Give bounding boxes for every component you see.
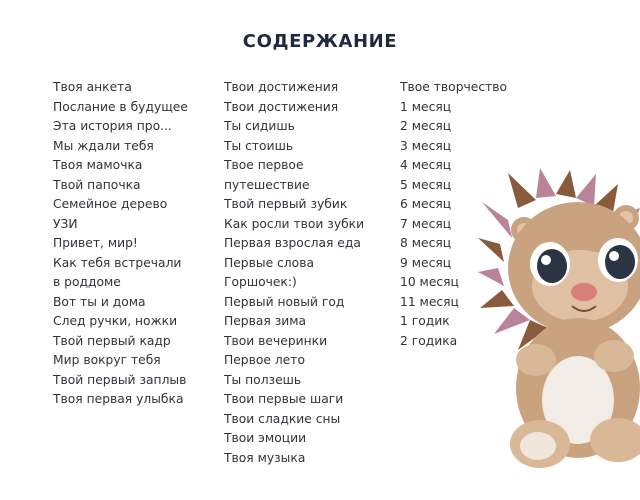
- contents-item: 7 месяц: [400, 216, 452, 231]
- contents-item: Твой папочка: [53, 177, 141, 192]
- contents-item: Твои первые шаги: [224, 392, 344, 406]
- contents-item: Твой первый кадр: [53, 333, 171, 348]
- contents-item: Ты стоишь: [224, 138, 294, 153]
- contents-item: Твоя анкета: [53, 80, 132, 94]
- contents-item: 1 годик: [400, 314, 450, 328]
- contents-item: Первые слова: [224, 255, 314, 270]
- contents-column-1: [53, 78, 188, 410]
- contents-item: Твои вечеринки: [224, 333, 328, 348]
- contents-item: 4 месяц: [400, 158, 452, 172]
- contents-item: путешествие: [224, 177, 310, 192]
- contents-item: 8 месяц: [400, 236, 452, 250]
- lion-illustration-icon: [478, 168, 640, 478]
- contents-item: Первое лето: [224, 353, 305, 367]
- contents-item: 9 месяц: [400, 255, 452, 270]
- contents-item: Как тебя встречали: [53, 255, 182, 270]
- contents-item: УЗИ: [53, 216, 78, 231]
- contents-item: Первый новый год: [224, 294, 345, 309]
- contents-item: Горшочек:): [224, 275, 297, 289]
- contents-item: Как росли твои зубки: [224, 216, 365, 231]
- contents-item: Первая зима: [224, 314, 307, 328]
- contents-item: Семейное дерево: [53, 197, 168, 211]
- contents-item: След ручки, ножки: [53, 314, 178, 328]
- contents-item: 6 месяц: [400, 197, 452, 211]
- contents-item: Мы ждали тебя: [53, 138, 154, 153]
- contents-item: Твои сладкие сны: [224, 411, 341, 426]
- contents-item: Первая взрослая еда: [224, 236, 361, 250]
- page-title: СОДЕРЖАНИЕ: [242, 31, 398, 52]
- contents-item: Ты сидишь: [224, 119, 295, 133]
- contents-item: Твоя мамочка: [53, 158, 143, 172]
- contents-item: Твой первый зубик: [224, 197, 348, 211]
- contents-item: 1 месяц: [400, 99, 452, 114]
- contents-item: Твоя музыка: [224, 450, 306, 465]
- contents-column-2: [224, 78, 364, 468]
- contents-item: Твое творчество: [400, 80, 508, 94]
- contents-item: 11 месяц: [400, 294, 459, 309]
- contents-item: Твои достижения: [224, 80, 339, 94]
- contents-item: 5 месяц: [400, 177, 452, 192]
- contents-item: Твоя первая улыбка: [53, 392, 184, 406]
- contents-item: Твой первый заплыв: [53, 372, 187, 387]
- contents-item: в роддоме: [53, 275, 121, 289]
- contents-item: Вот ты и дома: [53, 294, 146, 309]
- contents-item: Твои достижения: [224, 99, 339, 114]
- contents-item: 10 месяц: [400, 275, 459, 289]
- contents-item: 2 месяц: [400, 119, 452, 133]
- contents-item: Послание в будущее: [53, 99, 188, 114]
- contents-item: Твое первое: [224, 158, 304, 172]
- contents-item: 3 месяц: [400, 138, 452, 153]
- contents-item: 2 годика: [400, 333, 458, 348]
- contents-item: Твои эмоции: [224, 431, 307, 445]
- contents-item: Мир вокруг тебя: [53, 353, 161, 367]
- contents-item: Эта история про...: [53, 119, 172, 133]
- contents-item: Ты ползешь: [224, 372, 302, 387]
- contents-item: Привет, мир!: [53, 236, 138, 250]
